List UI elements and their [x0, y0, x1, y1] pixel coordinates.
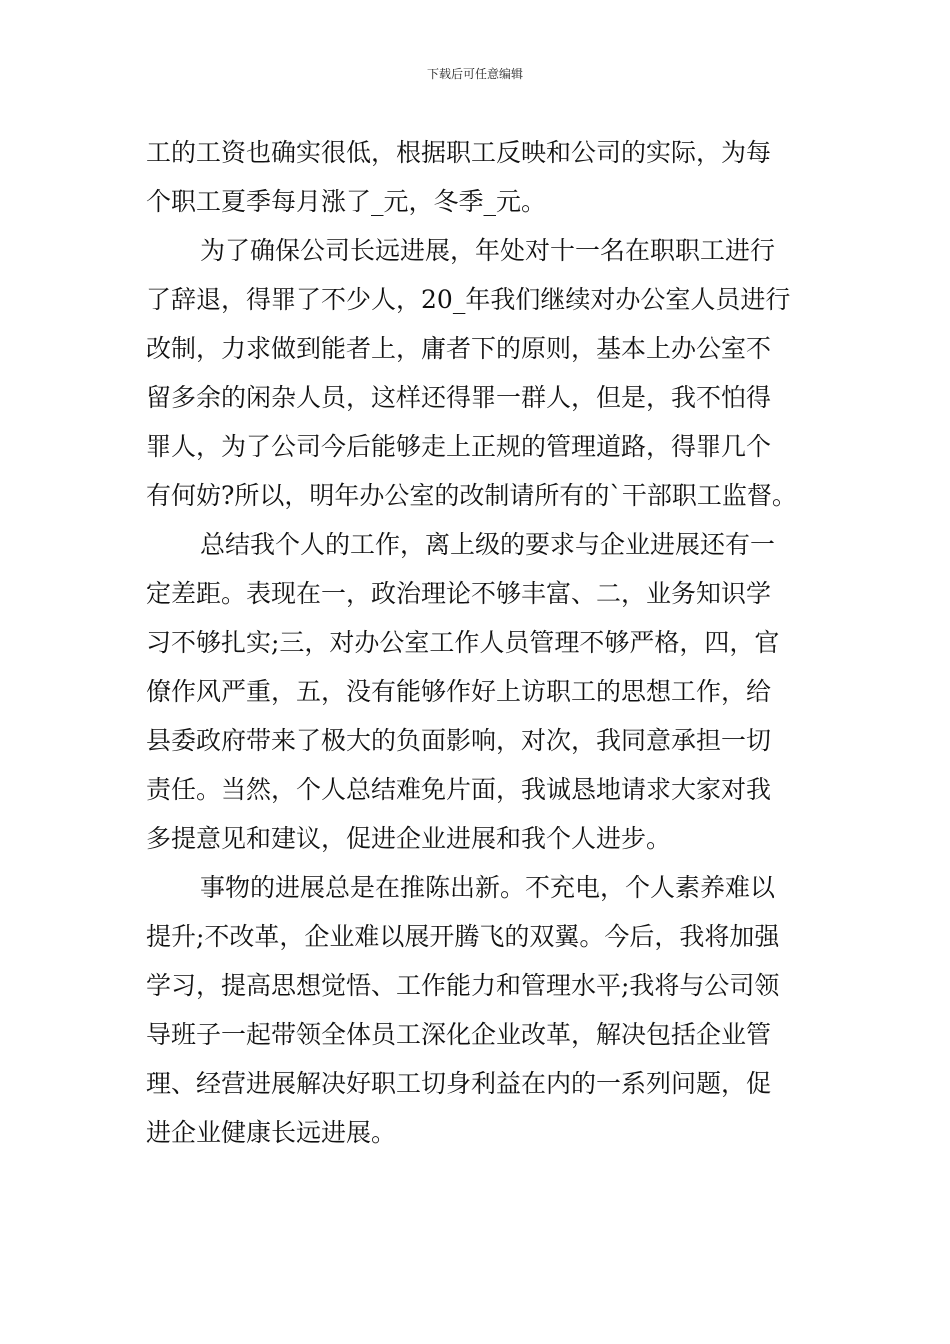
text-line: 个职工夏季每月涨了_元，冬季_元。 — [146, 187, 547, 216]
document-body — [146, 128, 810, 1157]
paragraph-start-line: 为了确保公司长远进展，年处对十一名在职职工进行 — [200, 236, 776, 265]
paragraph-start-line: 事物的进展总是在推陈出新。不充电，个人素养难以 — [200, 873, 776, 902]
text-line: 多提意见和建议，促进企业进展和我个人进步。 — [146, 824, 672, 853]
text-line: 工的工资也确实很低，根据职工反映和公司的实际，为每 — [146, 138, 772, 167]
text-line: 导班子一起带领全体员工深化企业改革，解决包括企业管 — [146, 1020, 772, 1049]
text-line: 提升;不改革，企业难以展开腾飞的双翼。今后，我将加强 — [146, 922, 780, 951]
text-line: 罪人，为了公司今后能够走上正规的管理道路，得罪几个 — [146, 432, 772, 461]
text-line: 有何妨?所以，明年办公室的改制请所有的`干部职工监督。 — [146, 481, 797, 510]
text-line: 理、经营进展解决好职工切身利益在内的一系列问题，促 — [146, 1069, 772, 1098]
paragraph-start-line: 总结我个人的工作，离上级的要求与企业进展还有一 — [200, 530, 776, 559]
text-line: 定差距。表现在一，政治理论不够丰富、二，业务知识学 — [146, 579, 772, 608]
text-line: 习不够扎实;三，对办公室工作人员管理不够严格，四，官 — [146, 628, 780, 657]
text-line: 县委政府带来了极大的负面影响，对次，我同意承担一切 — [146, 726, 772, 755]
text-line: 了辞退，得罪了不少人，20_年我们继续对办公室人员进行 — [146, 285, 791, 314]
text-line: 学习，提高思想觉悟、工作能力和管理水平;我将与公司领 — [146, 971, 780, 1000]
text-line: 留多余的闲杂人员，这样还得罪一群人，但是，我不怕得 — [146, 383, 772, 412]
text-line: 进企业健康长远进展。 — [146, 1118, 397, 1147]
text-line: 僚作风严重，五，没有能够作好上访职工的思想工作，给 — [146, 677, 772, 706]
page-header: 下载后可任意编辑 — [426, 67, 523, 81]
text-line: 改制，力求做到能者上，庸者下的原则，基本上办公室不 — [146, 334, 772, 363]
text-line: 责任。当然，个人总结难免片面，我诚恳地请求大家对我 — [146, 775, 772, 804]
